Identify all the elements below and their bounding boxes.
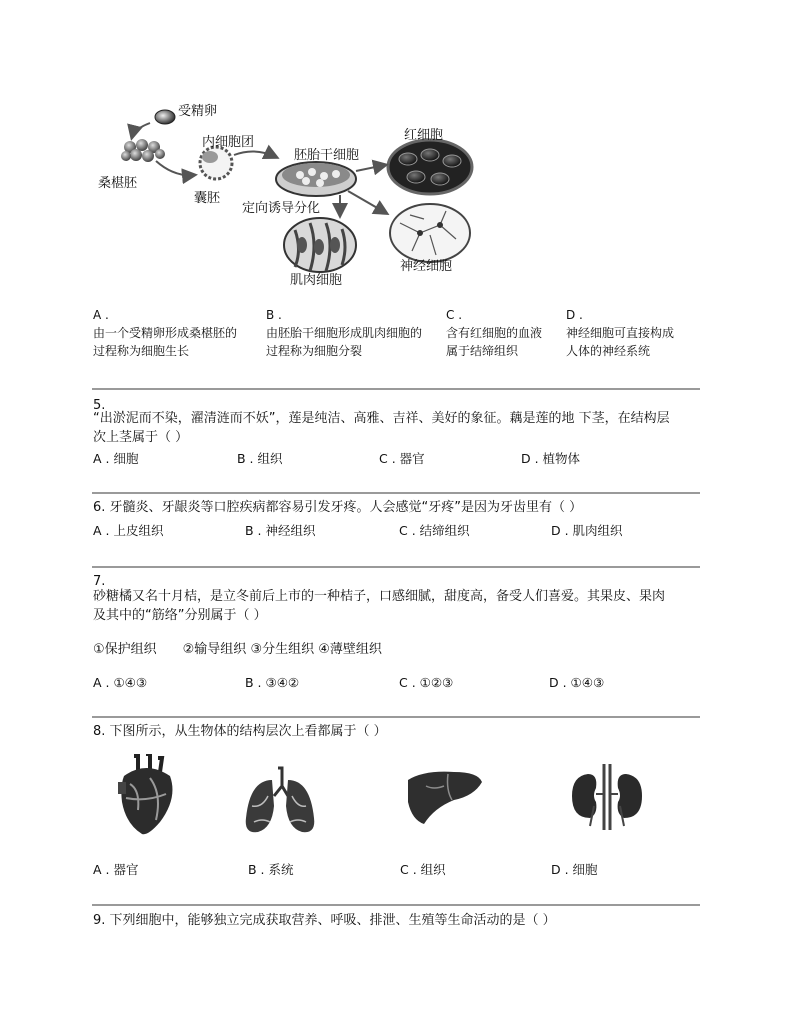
- q8-stem: 8. 下图所示，从生物体的结构层次上看都属于（ ）: [93, 724, 387, 739]
- q5-option-d[interactable]: D . 植物体: [521, 451, 581, 466]
- divider: [92, 566, 700, 568]
- stem-cell-dish-icon: [276, 162, 356, 196]
- q7-number: 7.: [93, 574, 106, 589]
- liver-image: [404, 766, 484, 832]
- q7-stem-line2: 及其中的“筋络”分别属于（ ）: [93, 608, 267, 623]
- label-inner-cell-mass: 内细胞团: [202, 135, 255, 150]
- morula-icon: [121, 139, 165, 162]
- nerve-cells-icon: [390, 204, 470, 262]
- q6-option-b[interactable]: B . 神经组织: [245, 523, 316, 538]
- q5-stem-line2: 次上茎属于（ ）: [93, 430, 189, 445]
- q4-option-c[interactable]: [446, 306, 566, 360]
- q7-option-b[interactable]: B . ③④②: [245, 675, 300, 690]
- divider: [92, 716, 700, 718]
- q4-option-a[interactable]: [93, 306, 263, 360]
- q5-option-b[interactable]: B . 组织: [237, 451, 283, 466]
- fertilized-egg-icon: [155, 110, 175, 124]
- q4-option-line: 人体的神经系统: [566, 344, 651, 358]
- q4-option-line: 由一个受精卵形成桑椹胚的: [93, 326, 238, 340]
- kidneys-icon: [568, 764, 646, 830]
- label-directed-differentiation: 定向诱导分化: [242, 201, 321, 216]
- q4-option-letter: D .: [566, 308, 583, 322]
- q4-option-line: 神经细胞可直接构成: [566, 326, 675, 340]
- q6-stem: 6. 牙髓炎、牙龈炎等口腔疾病都容易引发牙疼。人会感觉“牙疼”是因为牙齿里有（ ）: [93, 500, 583, 515]
- q4-option-b[interactable]: [266, 306, 446, 360]
- divider: [92, 492, 700, 494]
- label-blastocyst: 囊胚: [194, 191, 221, 206]
- q5-stem-line1: “出淤泥而不染，濯清涟而不妖”，莲是纯洁、高雅、吉祥、美好的象征。藕是莲的地 下茎，在结构层: [93, 411, 670, 426]
- q4-option-line: 过程称为细胞生长: [93, 344, 190, 358]
- divider: [92, 904, 700, 906]
- q7-stem-line1: 砂糖橘又名十月桔，是立冬前后上市的一种桔子，口感细腻，甜度高，备受人们喜爱。其果皮、果肉: [93, 589, 666, 604]
- liver-icon: [404, 766, 484, 828]
- q4-option-line: 含有红细胞的血液: [446, 326, 543, 340]
- label-nerve-cell: 神经细胞: [400, 259, 453, 274]
- q8-option-a[interactable]: A . 器官: [93, 862, 139, 877]
- q7-option-a[interactable]: A . ①④③: [93, 675, 148, 690]
- q7-option-c[interactable]: C . ①②③: [399, 675, 454, 690]
- q5-option-c[interactable]: C . 器官: [379, 451, 425, 466]
- blastocyst-icon: [200, 147, 232, 179]
- q4-option-line: 属于结缔组织: [446, 344, 519, 358]
- q8-option-d[interactable]: D . 细胞: [551, 862, 598, 877]
- q5-option-a[interactable]: A . 细胞: [93, 451, 139, 466]
- q8-option-c[interactable]: C . 组织: [400, 862, 446, 877]
- q4-option-letter: A .: [93, 308, 109, 322]
- q8-option-b[interactable]: B . 系统: [248, 862, 294, 877]
- kidneys-image: [568, 764, 646, 834]
- lungs-image: [244, 766, 316, 840]
- red-blood-cells-icon: [388, 140, 472, 194]
- q4-option-line: 过程称为细胞分裂: [266, 344, 363, 358]
- heart-image: [116, 754, 178, 840]
- muscle-cells-icon: [284, 218, 356, 272]
- q6-option-d[interactable]: D . 肌肉组织: [551, 523, 623, 538]
- q9-stem: 9. 下列细胞中，能够独立完成获取营养、呼吸、排泄、生殖等生命活动的是（ ）: [93, 913, 556, 928]
- heart-icon: [116, 754, 178, 836]
- divider: [92, 388, 700, 390]
- q4-option-line: 由胚胎干细胞形成肌肉细胞的: [266, 326, 423, 340]
- lungs-icon: [244, 766, 316, 836]
- label-embryonic-stem-cell: 胚胎干细胞: [294, 148, 360, 163]
- q7-tissue-list: ①保护组织 ②输导组织 ③分生组织 ④薄壁组织: [93, 642, 382, 657]
- label-muscle-cell: 肌肉细胞: [290, 273, 343, 288]
- q4-option-d[interactable]: [566, 306, 701, 360]
- stem-cell-diagram: [90, 95, 490, 295]
- q4-option-letter: C .: [446, 308, 463, 322]
- label-morula: 桑椹胚: [98, 176, 138, 191]
- label-fertilized-egg: 受精卵: [178, 104, 218, 119]
- q6-option-a[interactable]: A . 上皮组织: [93, 523, 164, 538]
- q7-option-d[interactable]: D . ①④③: [549, 675, 605, 690]
- q5-number: 5.: [93, 398, 106, 413]
- q6-option-c[interactable]: C . 结缔组织: [399, 523, 470, 538]
- q4-option-letter: B .: [266, 308, 282, 322]
- label-red-blood-cell: 红细胞: [404, 128, 444, 143]
